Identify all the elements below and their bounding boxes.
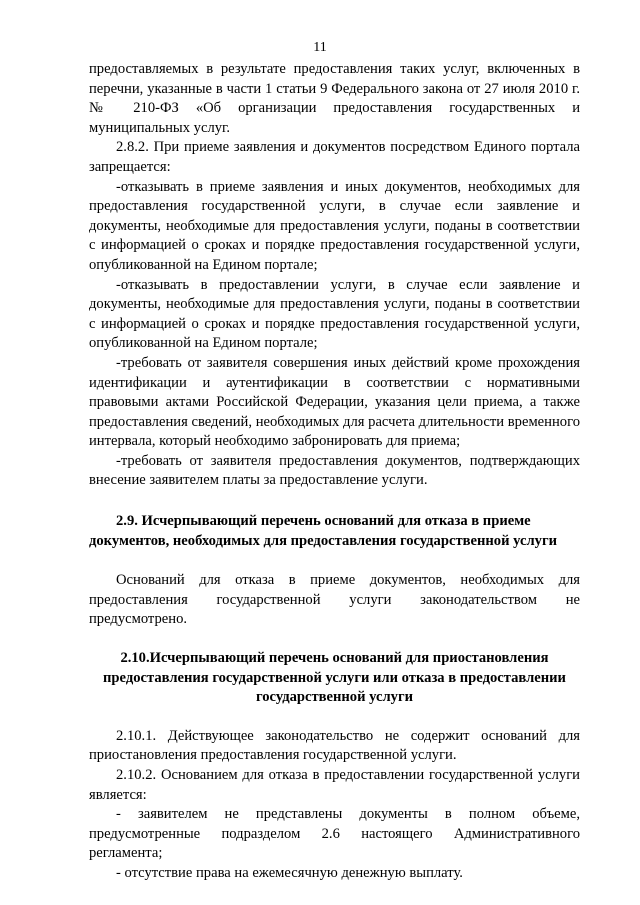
paragraph-2-9-text: Оснований для отказа в приеме документов, необходимых для предоставления государственной услуги законодательством не предусмотрено.: [89, 572, 580, 628]
list-item-incomplete-documents: - заявителем не представлены документы в полном объеме, предусмотренные подразделом 2.6 настоящего Административного регламента;: [89, 806, 580, 862]
heading-2-9: 2.9. Исчерпывающий перечень оснований для отказа в приеме документов, необходимых для предоставления государственной услуги: [89, 513, 557, 549]
list-item-refuse-reception: -отказывать в приеме заявления и иных документов, необходимых для предоставления государственной услуги, в случае если заявление и документы, необходимые для предоставления услуги, поданы в соответствии с информацией о сроках и порядке предоставления государственной услуги, опубликованной на Едином портале;: [89, 178, 580, 273]
list-item-require-documents: -требовать от заявителя предоставления документов, подтверждающих внесение заявителем платы за предоставление услуги.: [89, 452, 580, 489]
paragraph-2-10-1: 2.10.1. Действующее законодательство не содержит оснований для приостановления предоставления государственной услуги.: [89, 727, 580, 764]
paragraph-2-8-2: 2.8.2. При приеме заявления и документов посредством Единого портала запрещается:: [89, 139, 580, 175]
list-item-no-right: - отсутствие права на ежемесячную денежную выплату.: [116, 864, 463, 881]
heading-2-10: 2.10.Исчерпывающий перечень оснований для приостановления предоставления государственной услуги или отказа в предоставлении государственной услуги: [103, 650, 566, 706]
list-item-require-actions: -требовать от заявителя совершения иных действий кроме прохождения идентификации и аутентификации в соответствии с нормативными правовыми актами Российской Федерации, указания цели приема, а также предоставления сведений, необходимых для расчета длительности временного интервала, который необходимо забронировать для приема;: [89, 354, 580, 450]
paragraph-continuation: предоставляемых в результате предоставления таких услуг, включенных в перечни, указанные в части 1 статьи 9 Федерального закона от 27 июля 2010 г. № 210-ФЗ «Об организации предоставления государственных и муниципальных услуг.: [89, 61, 580, 136]
page-body: [89, 60, 580, 884]
page-number: 11: [313, 40, 327, 55]
list-item-refuse-service: -отказывать в предоставлении услуги, в случае если заявление и документы, необходимые для предоставления услуги, поданы в соответствии с информацией о сроках и порядке предоставления государственной услуги, опубликованной на Едином портале;: [89, 276, 580, 352]
paragraph-2-10-2: 2.10.2. Основанием для отказа в предоставлении государственной услуги является:: [89, 767, 580, 803]
